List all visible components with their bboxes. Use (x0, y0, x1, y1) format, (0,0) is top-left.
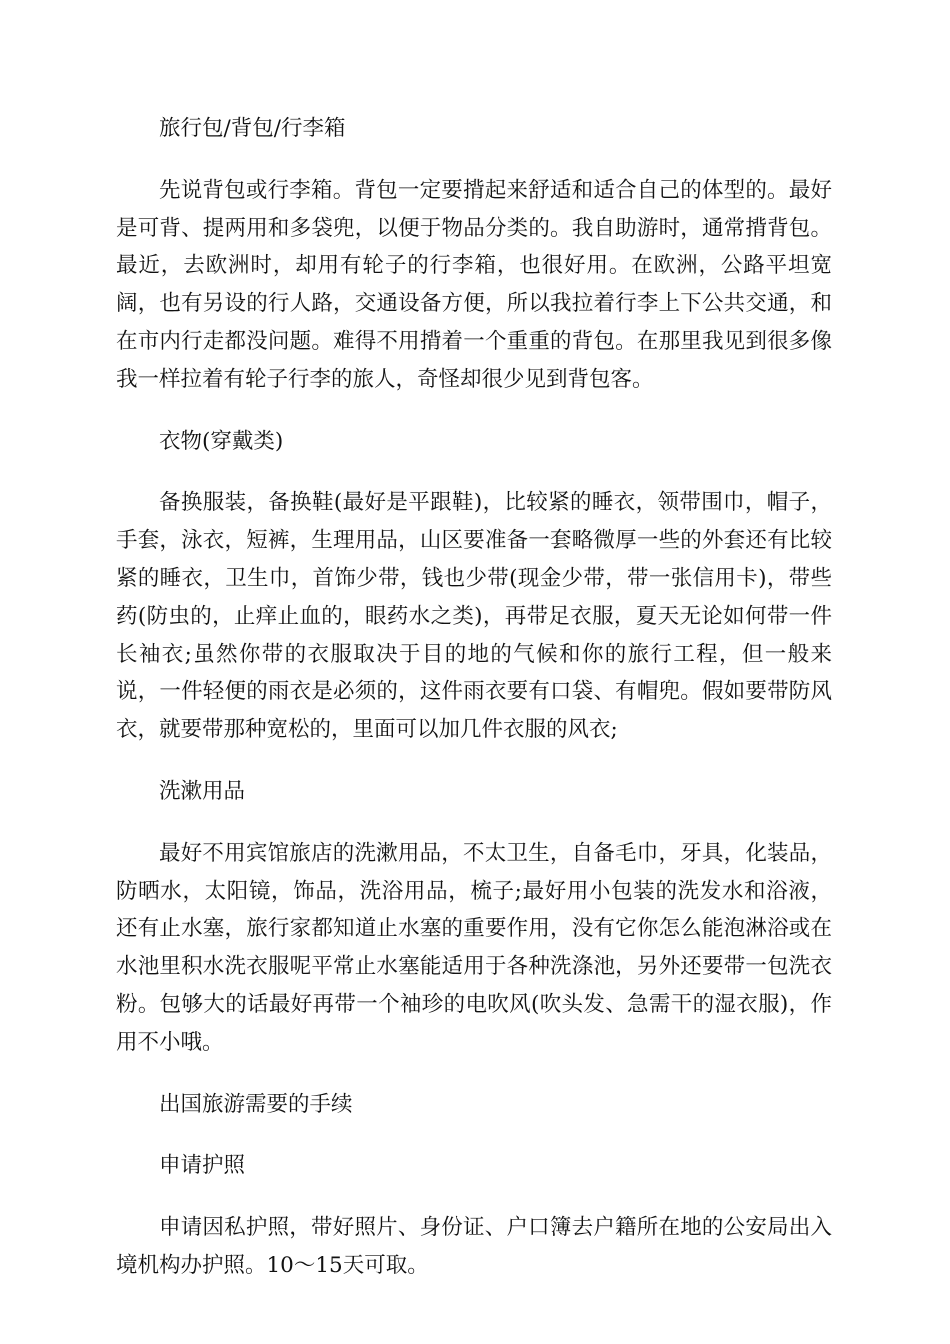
paragraph-travel-bags: 先说背包或行李箱。背包一定要揹起来舒适和适合自己的体型的。最好是可背、提两用和多袋兜，以便于物品分类的。我自助游时，通常揹背包。最近，去欧洲时，却用有轮子的行李箱，也很好用。在欧洲，公路平坦宽阔，也有另设的行人路，交通设备方便，所以我拉着行李上下公共交通，和在市内行走都没问题。难得不用揹着一个重重的背包。在那里我见到很多像我一样拉着有轮子行李的旅人，奇怪却很少见到背包客。 (116, 177, 832, 392)
document-content (116, 110, 832, 1309)
heading-travel-bags: 旅行包/背包/行李箱 (159, 116, 346, 141)
paragraph-passport: 申请因私护照，带好照片、身份证、户口簿去户籍所在地的公安局出入境机构办护照。10～15天可取。 (116, 1215, 832, 1278)
heading-procedures: 出国旅游需要的手续 (159, 1091, 353, 1117)
heading-passport: 申请护照 (159, 1153, 246, 1179)
paragraph-clothing: 备换服装，备换鞋(最好是平跟鞋)，比较紧的睡衣，领带围巾，帽子，手套，泳衣，短裤，生理用品，山区要准备一套略微厚一些的外套还有比较紧的睡衣，卫生巾，首饰少带，钱也少带(现金少带，带一张信用卡)，带些药(防虫的，止痒止血的，眼药水之类)，再带足衣服，夏天无论如何带一件长袖衣;虽然你带的衣服取决于目的地的气候和你的旅行工程，但一般来说，一件轻便的雨衣是必须的，这件雨衣要有口袋、有帽兜。假如要带防风衣，就要带那种宽松的，里面可以加几件衣服的风衣; (116, 490, 832, 743)
heading-clothing: 衣物(穿戴类) (159, 428, 284, 454)
paragraph-toiletries: 最好不用宾馆旅店的洗漱用品，不太卫生，自备毛巾，牙具，化装品，防晒水，太阳镜，饰品，洗浴用品，梳子;最好用小包装的洗发水和浴液，还有止水塞，旅行家都知道止水塞的重要作用，没有它你怎么能泡淋浴或在水池里积水洗衣服呢平常止水塞能适用于各种洗涤池，另外还要带一包洗衣粉。包够大的话最好再带一个袖珍的电吹风(吹头发、急需干的湿衣服)，作用不小哦。 (116, 840, 832, 1055)
heading-toiletries: 洗漱用品 (159, 778, 246, 804)
